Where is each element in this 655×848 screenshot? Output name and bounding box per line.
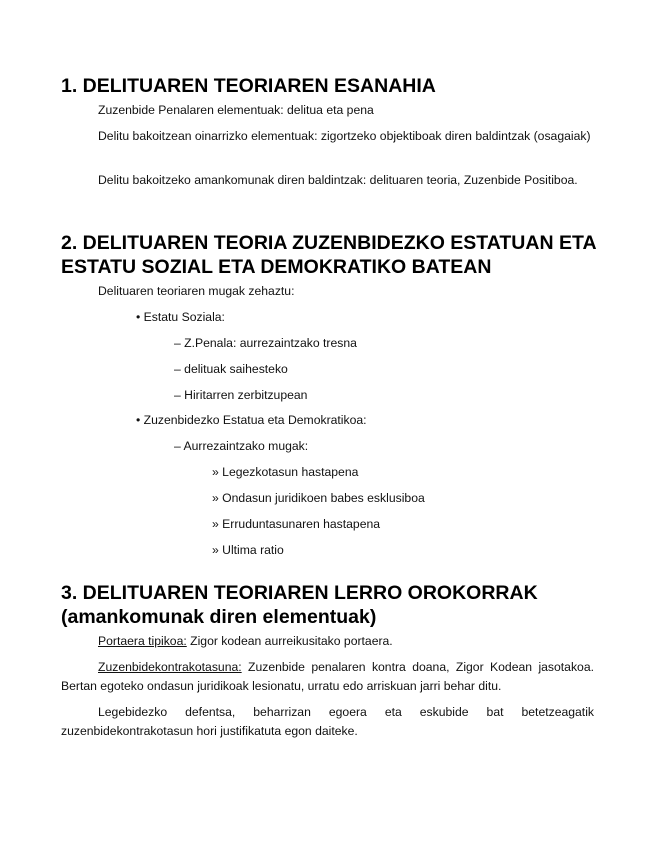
list-item-level-2: – delituak saihesteko (174, 362, 288, 376)
section-2-intro: Delituaren teoriaren mugak zehaztu: (98, 284, 295, 298)
list-item-level-1: • Estatu Soziala: (136, 310, 225, 324)
section-1-paragraph: Delitu bakoitzean oinarrizko elementuak: zigortzeko objektiboak diren baldintzak (osagaiak) (98, 129, 591, 143)
list-item-level-3: » Ondasun juridikoen babes esklusiboa (212, 491, 425, 505)
term-label: Zuzenbidekontrakotasuna: (98, 660, 242, 674)
list-item-level-3: » Ultima ratio (212, 543, 284, 557)
section-3-title-line-2: (amankomunak diren elementuak) (61, 606, 377, 628)
list-item-level-3: » Legezkotasun hastapena (212, 465, 359, 479)
section-3-title (61, 581, 538, 629)
section-3-title-line-1: 3. DELITUAREN TEORIAREN LERRO OROKORRAK (61, 582, 538, 604)
section-3-paragraph (61, 658, 594, 696)
term-label: Portaera tipikoa: (98, 634, 187, 648)
section-2-title-line-2: ESTATU SOZIAL ETA DEMOKRATIKO BATEAN (61, 256, 492, 278)
section-1-paragraph: Zuzenbide Penalaren elementuak: delitua eta pena (98, 103, 374, 117)
section-2-title-line-1: 2. DELITUAREN TEORIA ZUZENBIDEZKO ESTATUAN ETA (61, 232, 597, 254)
section-3-paragraph: Legebidezko defentsa, beharrizan egoera eta eskubide bat betetzeagatik zuzenbidekontrakotasun hori justifikatuta egon daiteke. (61, 705, 594, 738)
section-2-title (61, 231, 597, 279)
term-text: Zigor kodean aurreikusitako portaera. (186, 634, 393, 648)
section-1-paragraph: Delitu bakoitzeko amankomunak diren baldintzak: delituaren teoria, Zuzenbide Positiboa. (98, 173, 578, 187)
list-item-level-2: – Hiritarren zerbitzupean (174, 388, 308, 402)
list-item-level-1: • Zuzenbidezko Estatua eta Demokratikoa: (136, 413, 367, 427)
section-3-paragraph (61, 632, 393, 651)
section-1-title: 1. DELITUAREN TEORIAREN ESANAHIA (61, 75, 436, 97)
term-text: Zuzenbide penalaren kontra doana, Zigor Kodean jasotakoa. Bertan egoteko ondasun juridikoak lesionatu, urratu edo arriskuan jarri behar ditu. (61, 660, 594, 693)
list-item-level-2: – Z.Penala: aurrezaintzako tresna (174, 336, 357, 350)
list-item-level-2: – Aurrezaintzako mugak: (174, 439, 309, 453)
list-item-level-3: » Erruduntasunaren hastapena (212, 517, 381, 531)
